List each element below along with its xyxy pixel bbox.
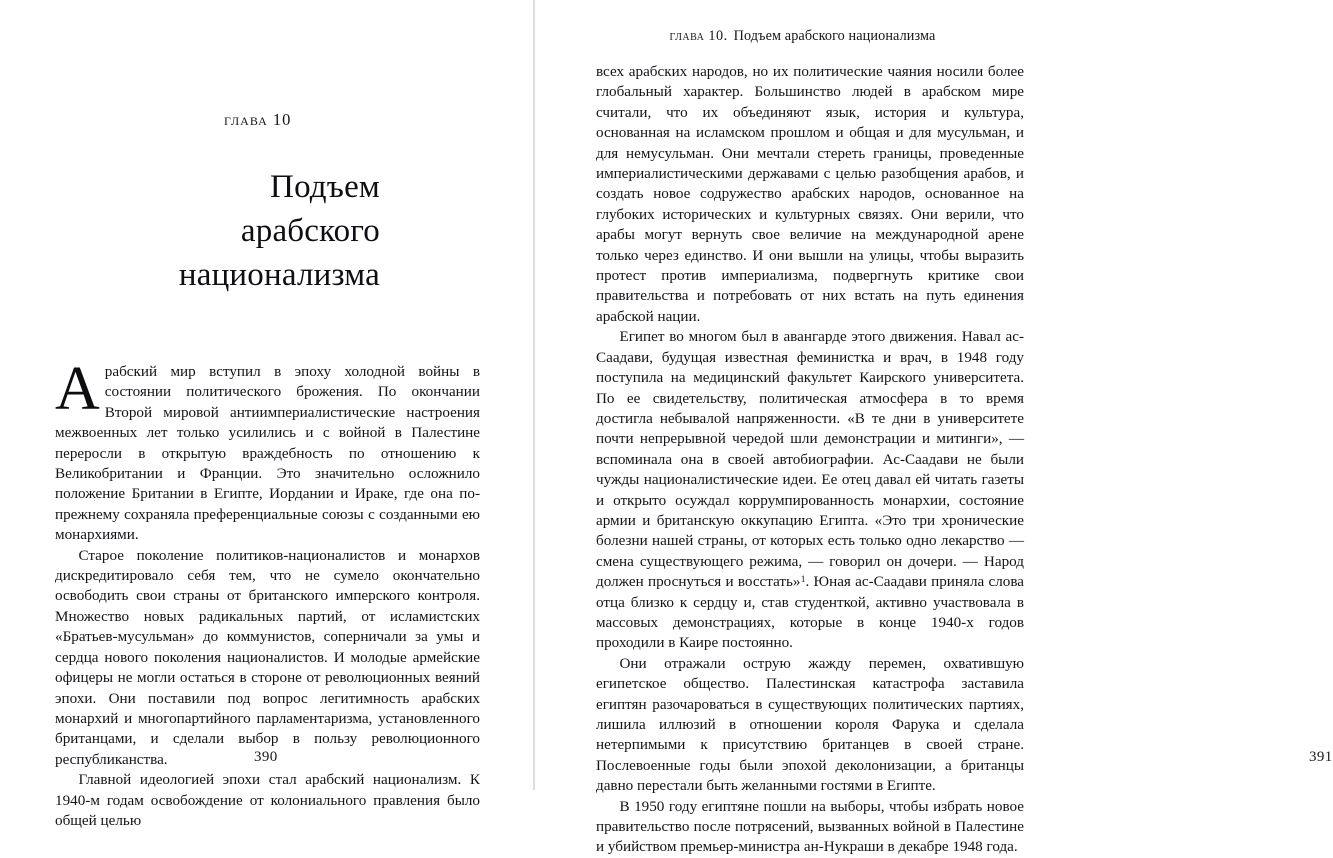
right-page (535, 0, 1333, 856)
paragraph-text: рабский мир вступил в эпоху холодной войны в состоянии политического брожения. По окончании Второй мировой антиимпериалистические настроения межвоенных лет только усилились и с войной в Палестине переросли в открытую враждебность по отношению к Великобритании и Франции. Это значительно осложнило положение Британии в Египте, Иордании и Ираке, где она по-прежнему сохраняла преференциальные союзы с созданными ею монархиями. (55, 363, 480, 544)
paragraph-with-footnote (596, 327, 1024, 654)
paragraph (596, 654, 1024, 797)
paragraph-text: всех арабских народов, но их политические чаяния носили более глобальный характер. Большинство людей в арабском мире считали, что их объединяют язык, история и культура, основанная на исламском прошлом и общая и для мусульман, и для немусульман. Они мечтали стереть границы, проведенные империалистическими державами с целью разобщения арабов, и создать новое содружество арабских народов, основанное на глубоких исторических и культурных связях. Они верили, что арабы могут вернуть свое величие на международной арене только через единство. И они вышли на улицы, чтобы выразить протест против империализма, подвергнуть критике свои правительства и потребовать от них встать на путь единения арабской нации. (596, 63, 1024, 325)
paragraph (55, 770, 480, 831)
paragraph-text-before-footnote: Египет во многом был в авангарде этого движения. Навал ас-Саадави, будущая известная феминистка и врач, в 1948 году поступила на медицинский факультет Каирского университета. По ее свидетельству, политическая атмосфера в то время достигла небывалой напряженности. «В те дни в университете почти непрерывной чередой шли демонстрации и митинги», — вспоминала она в своей автобиографии. Ас-Саадави не были чужды националистические идеи. Ее отец давал ей читать газеты и открыто осуждал коррумпированность монархии, состояние армии и британскую оккупацию Египта. «Это три хронические болезни нашей страны, от которых есть только одно лекарство — смена существующего режима, — говорил он дочери. — Народ должен проснуться и восстать» (596, 328, 1024, 591)
footnote-marker[interactable]: 1 (800, 574, 806, 585)
right-page-body (596, 62, 1024, 858)
paragraph-text: В 1950 году египтяне пошли на выборы, чтобы избрать новое правительство после потрясений, вызванных войной в Палестине и убийством премьер-министра ан-Нукраши в декабре 1948 года. (596, 797, 1024, 856)
paragraph-text: Они отражали острую жажду перемен, охватившую египетское общество. Палестинская катастрофа заставила египтян разочароваться в существующих политических партиях, лишила иллюзий в отношении короля Фарука и сделала нетерпимыми к присутствию британцев в своей стране. Послевоенные годы были эпохой деколонизации, а британцы давно перестали быть желанными гостями в Египте. (596, 654, 1024, 795)
drop-cap-initial: А (55, 355, 100, 423)
page-number-left: 390 (254, 749, 278, 765)
paragraph-opening (55, 355, 480, 546)
page-number-right: 391 (1309, 749, 1333, 765)
paragraph-text-after-footnote: . Юная ас-Саадави приняла слова отца близко к сердцу и, став студенткой, активно участвовала в массовых демонстрациях, которые в конце 1940-х годов проходили в Каире постоянно. (596, 573, 1025, 652)
chapter-title-line-2: арабского (240, 212, 380, 249)
chapter-title-line-1: Подъем (270, 169, 380, 205)
paragraph-text: Главной идеологией эпохи стал арабский национализм. К 1940-м годам освобождение от колониального правления было общей целью (55, 771, 480, 829)
chapter-title-line-3: национализма (178, 256, 380, 293)
running-head-chapter-label: глава 10. (669, 28, 728, 44)
running-head (535, 28, 1070, 45)
paragraph-continued (596, 62, 1024, 327)
chapter-number: глава 10 (224, 110, 292, 129)
chapter-title (50, 166, 380, 298)
running-head-title: Подъем арабского национализма (733, 28, 936, 44)
left-page (0, 0, 533, 829)
paragraph-text: Старое поколение политиков-националистов и монархов дискредитировало себя тем, что не сумело окончательно освободить свои страны от британского имперского контроля. Множество новых радикальных партий, от исламистских «Братьев-мусульман» до коммунистов, соперничали за умы и сердца нового поколения националистов. И молодые армейские офицеры не могли остаться в стороне от революционных веяний эпохи. Они поставили под вопрос легитимность арабских монархий и многопартийного парламентаризма, установленного британцами, и сделали выбор в пользу революционного республиканства. (55, 546, 480, 768)
paragraph (55, 546, 480, 770)
paragraph (596, 797, 1024, 858)
